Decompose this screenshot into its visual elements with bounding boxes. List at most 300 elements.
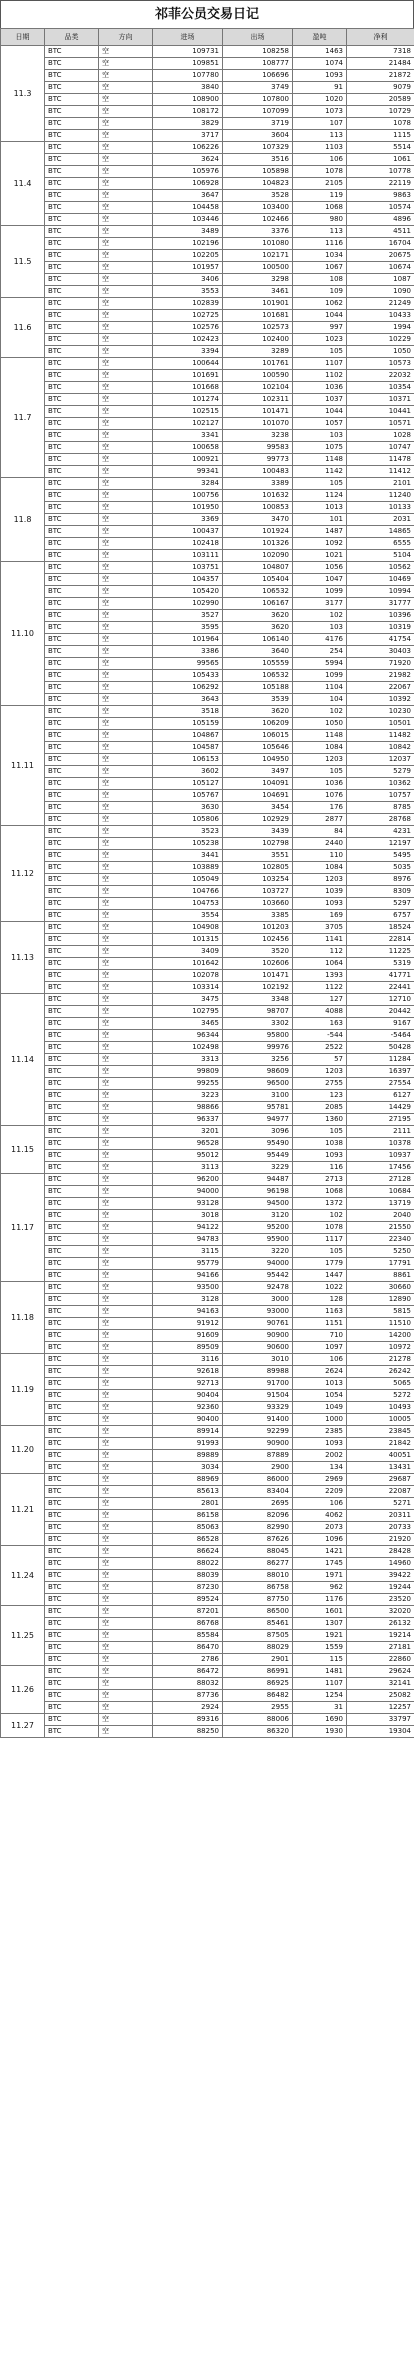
cell-direction: 空 — [99, 730, 153, 742]
cell-entry: 102839 — [153, 298, 223, 310]
cell-asset: BTC — [45, 1354, 99, 1366]
cell-profit: 4896 — [347, 214, 414, 226]
cell-asset: BTC — [45, 130, 99, 142]
cell-entry: 3717 — [153, 130, 223, 142]
cell-profit: 27554 — [347, 1078, 414, 1090]
cell-profit: 10362 — [347, 778, 414, 790]
table-row — [1, 1102, 414, 1114]
cell-exit: 3096 — [223, 1126, 293, 1138]
cell-asset: BTC — [45, 1678, 99, 1690]
cell-direction: 空 — [99, 958, 153, 970]
cell-asset: BTC — [45, 1618, 99, 1630]
cell-entry: 3647 — [153, 190, 223, 202]
cell-points: 102 — [293, 706, 347, 718]
cell-profit: 22032 — [347, 370, 414, 382]
table-row — [1, 418, 414, 430]
cell-points: 1203 — [293, 1066, 347, 1078]
table-row — [1, 166, 414, 178]
cell-profit: 29624 — [347, 1666, 414, 1678]
cell-entry: 89509 — [153, 1342, 223, 1354]
table-row — [1, 598, 414, 610]
table-row — [1, 1318, 414, 1330]
cell-entry: 109851 — [153, 58, 223, 70]
cell-entry: 104766 — [153, 886, 223, 898]
cell-direction: 空 — [99, 610, 153, 622]
cell-entry: 3630 — [153, 802, 223, 814]
cell-profit: 14429 — [347, 1102, 414, 1114]
table-row — [1, 994, 414, 1006]
cell-direction: 空 — [99, 1042, 153, 1054]
cell-entry: 88022 — [153, 1558, 223, 1570]
cell-profit: 22119 — [347, 178, 414, 190]
cell-entry: 94122 — [153, 1222, 223, 1234]
cell-asset: BTC — [45, 466, 99, 478]
cell-profit: 22860 — [347, 1654, 414, 1666]
table-row — [1, 1150, 414, 1162]
table-row — [1, 1018, 414, 1030]
cell-profit: 21484 — [347, 58, 414, 70]
cell-entry: 89316 — [153, 1714, 223, 1726]
cell-exit: 104091 — [223, 778, 293, 790]
cell-asset: BTC — [45, 586, 99, 598]
table-row — [1, 310, 414, 322]
cell-direction: 空 — [99, 502, 153, 514]
cell-profit: 22441 — [347, 982, 414, 994]
cell-points: 2209 — [293, 1486, 347, 1498]
cell-points: 1148 — [293, 730, 347, 742]
cell-exit: 102456 — [223, 934, 293, 946]
cell-profit: 30660 — [347, 1282, 414, 1294]
table-row — [1, 178, 414, 190]
cell-exit: 87505 — [223, 1630, 293, 1642]
cell-entry: 3128 — [153, 1294, 223, 1306]
cell-points: 1372 — [293, 1198, 347, 1210]
table-row — [1, 970, 414, 982]
table-row — [1, 694, 414, 706]
cell-exit: 82096 — [223, 1510, 293, 1522]
cell-points: 1022 — [293, 1282, 347, 1294]
cell-direction: 空 — [99, 778, 153, 790]
table-row — [1, 1270, 414, 1282]
cell-profit: 21249 — [347, 298, 414, 310]
cell-profit: 10757 — [347, 790, 414, 802]
table-row — [1, 1246, 414, 1258]
cell-profit: 11284 — [347, 1054, 414, 1066]
col-header-date: 日期 — [1, 29, 45, 46]
cell-profit: 10469 — [347, 574, 414, 586]
cell-entry: 107780 — [153, 70, 223, 82]
cell-direction: 空 — [99, 1354, 153, 1366]
cell-points: 1021 — [293, 550, 347, 562]
table-row — [1, 1390, 414, 1402]
cell-asset: BTC — [45, 1390, 99, 1402]
table-row — [1, 1054, 414, 1066]
cell-profit: 27195 — [347, 1114, 414, 1126]
table-row — [1, 334, 414, 346]
cell-profit: 41754 — [347, 634, 414, 646]
cell-profit: 39422 — [347, 1570, 414, 1582]
cell-asset: BTC — [45, 1126, 99, 1138]
cell-asset: BTC — [45, 622, 99, 634]
table-row — [1, 430, 414, 442]
cell-profit: 21872 — [347, 70, 414, 82]
cell-points: 1057 — [293, 418, 347, 430]
cell-profit: 4231 — [347, 826, 414, 838]
table-row — [1, 130, 414, 142]
cell-entry: 3475 — [153, 994, 223, 1006]
cell-direction: 空 — [99, 226, 153, 238]
table-row — [1, 526, 414, 538]
cell-points: 105 — [293, 766, 347, 778]
table-row — [1, 190, 414, 202]
cell-profit: 10842 — [347, 742, 414, 754]
table-row — [1, 1570, 414, 1582]
table-row — [1, 1258, 414, 1270]
table-row — [1, 562, 414, 574]
cell-exit: 101761 — [223, 358, 293, 370]
cell-profit: 2040 — [347, 1210, 414, 1222]
cell-profit: 10684 — [347, 1186, 414, 1198]
cell-profit: 5104 — [347, 550, 414, 562]
cell-direction: 空 — [99, 1510, 153, 1522]
cell-exit: 3454 — [223, 802, 293, 814]
cell-exit: 91700 — [223, 1378, 293, 1390]
table-row — [1, 1282, 414, 1294]
table-row — [1, 1114, 414, 1126]
cell-profit: 20311 — [347, 1510, 414, 1522]
cell-points: 113 — [293, 226, 347, 238]
table-row — [1, 778, 414, 790]
cell-profit: 10573 — [347, 358, 414, 370]
table-row — [1, 802, 414, 814]
cell-exit: 102104 — [223, 382, 293, 394]
cell-exit: 101901 — [223, 298, 293, 310]
cell-asset: BTC — [45, 46, 99, 58]
table-row — [1, 1498, 414, 1510]
table-row — [1, 1078, 414, 1090]
cell-points: 169 — [293, 910, 347, 922]
cell-profit: 5514 — [347, 142, 414, 154]
cell-asset: BTC — [45, 442, 99, 454]
cell-exit: 95200 — [223, 1222, 293, 1234]
cell-exit: 3461 — [223, 286, 293, 298]
cell-points: 84 — [293, 826, 347, 838]
cell-direction: 空 — [99, 1426, 153, 1438]
cell-points: 1062 — [293, 298, 347, 310]
cell-direction: 空 — [99, 1066, 153, 1078]
cell-asset: BTC — [45, 1222, 99, 1234]
cell-profit: 1994 — [347, 322, 414, 334]
cell-exit: 103400 — [223, 202, 293, 214]
cell-direction: 空 — [99, 574, 153, 586]
cell-entry: 102196 — [153, 238, 223, 250]
cell-direction: 空 — [99, 94, 153, 106]
cell-profit: 12710 — [347, 994, 414, 1006]
cell-asset: BTC — [45, 994, 99, 1006]
cell-asset: BTC — [45, 502, 99, 514]
table-row — [1, 1618, 414, 1630]
cell-entry: 96200 — [153, 1174, 223, 1186]
cell-entry: 103111 — [153, 550, 223, 562]
cell-profit: 22340 — [347, 1234, 414, 1246]
cell-direction: 空 — [99, 1162, 153, 1174]
cell-exit: 3528 — [223, 190, 293, 202]
cell-direction: 空 — [99, 1018, 153, 1030]
cell-entry: 88250 — [153, 1726, 223, 1738]
cell-exit: 95442 — [223, 1270, 293, 1282]
cell-profit: 5279 — [347, 766, 414, 778]
cell-asset: BTC — [45, 106, 99, 118]
cell-exit: 88010 — [223, 1570, 293, 1582]
cell-profit: 1028 — [347, 430, 414, 442]
cell-exit: 104691 — [223, 790, 293, 802]
cell-entry: 101950 — [153, 502, 223, 514]
cell-profit: 5815 — [347, 1306, 414, 1318]
cell-entry: 93500 — [153, 1282, 223, 1294]
cell-points: 1068 — [293, 1186, 347, 1198]
cell-asset: BTC — [45, 190, 99, 202]
cell-exit: 83404 — [223, 1486, 293, 1498]
cell-exit: 98707 — [223, 1006, 293, 1018]
cell-profit: 1087 — [347, 274, 414, 286]
cell-direction: 空 — [99, 1486, 153, 1498]
cell-profit: 10378 — [347, 1138, 414, 1150]
cell-profit: 32141 — [347, 1678, 414, 1690]
cell-exit: 102606 — [223, 958, 293, 970]
cell-direction: 空 — [99, 1642, 153, 1654]
cell-entry: 102127 — [153, 418, 223, 430]
cell-direction: 空 — [99, 1102, 153, 1114]
cell-exit: 96500 — [223, 1078, 293, 1090]
cell-direction: 空 — [99, 478, 153, 490]
cell-direction: 空 — [99, 946, 153, 958]
table-row — [1, 934, 414, 946]
cell-profit: 14960 — [347, 1558, 414, 1570]
cell-entry: 87736 — [153, 1690, 223, 1702]
cell-exit: 100853 — [223, 502, 293, 514]
table-row — [1, 118, 414, 130]
cell-profit: 10729 — [347, 106, 414, 118]
cell-profit: 8976 — [347, 874, 414, 886]
cell-exit: 95449 — [223, 1150, 293, 1162]
cell-exit: 103660 — [223, 898, 293, 910]
cell-profit: 5250 — [347, 1246, 414, 1258]
cell-profit: 18524 — [347, 922, 414, 934]
cell-entry: 105159 — [153, 718, 223, 730]
cell-direction: 空 — [99, 490, 153, 502]
table-row — [1, 1426, 414, 1438]
cell-asset: BTC — [45, 1486, 99, 1498]
cell-exit: 3348 — [223, 994, 293, 1006]
cell-asset: BTC — [45, 730, 99, 742]
cell-profit: 19214 — [347, 1630, 414, 1642]
cell-asset: BTC — [45, 970, 99, 982]
cell-direction: 空 — [99, 358, 153, 370]
table-row — [1, 1138, 414, 1150]
table-row — [1, 1006, 414, 1018]
cell-points: 3177 — [293, 598, 347, 610]
cell-points: 1487 — [293, 526, 347, 538]
table-row — [1, 922, 414, 934]
cell-direction: 空 — [99, 1198, 153, 1210]
cell-points: 127 — [293, 994, 347, 1006]
cell-points: 1073 — [293, 106, 347, 118]
table-row — [1, 70, 414, 82]
cell-exit: 87889 — [223, 1450, 293, 1462]
cell-exit: 106140 — [223, 634, 293, 646]
table-row — [1, 1486, 414, 1498]
cell-entry: 3624 — [153, 154, 223, 166]
cell-asset: BTC — [45, 262, 99, 274]
table-row — [1, 706, 414, 718]
cell-entry: 100756 — [153, 490, 223, 502]
table-row — [1, 670, 414, 682]
cell-points: 254 — [293, 646, 347, 658]
cell-profit: 19304 — [347, 1726, 414, 1738]
cell-entry: 101642 — [153, 958, 223, 970]
cell-asset: BTC — [45, 1522, 99, 1534]
cell-profit: 8861 — [347, 1270, 414, 1282]
cell-entry: 102795 — [153, 1006, 223, 1018]
cell-direction: 空 — [99, 826, 153, 838]
cell-points: 1078 — [293, 1222, 347, 1234]
cell-profit: 20733 — [347, 1522, 414, 1534]
cell-points: 1104 — [293, 682, 347, 694]
table-row — [1, 262, 414, 274]
cell-points: 106 — [293, 154, 347, 166]
table-row — [1, 898, 414, 910]
cell-exit: 91400 — [223, 1414, 293, 1426]
table-row — [1, 982, 414, 994]
table-row — [1, 1702, 414, 1714]
cell-profit: 1078 — [347, 118, 414, 130]
cell-exit: 106532 — [223, 586, 293, 598]
cell-direction: 空 — [99, 346, 153, 358]
cell-entry: 102423 — [153, 334, 223, 346]
cell-points: 115 — [293, 1654, 347, 1666]
cell-exit: 3620 — [223, 622, 293, 634]
cell-entry: 2924 — [153, 1702, 223, 1714]
cell-direction: 空 — [99, 622, 153, 634]
cell-profit: 6555 — [347, 538, 414, 550]
cell-profit: 21278 — [347, 1354, 414, 1366]
cell-asset: BTC — [45, 910, 99, 922]
cell-profit: 2031 — [347, 514, 414, 526]
cell-direction: 空 — [99, 1294, 153, 1306]
cell-profit: 16704 — [347, 238, 414, 250]
cell-exit: 102311 — [223, 394, 293, 406]
cell-entry: 3523 — [153, 826, 223, 838]
cell-points: 1122 — [293, 982, 347, 994]
cell-exit: 96198 — [223, 1186, 293, 1198]
cell-entry: 92360 — [153, 1402, 223, 1414]
cell-points: 1050 — [293, 718, 347, 730]
cell-points: 176 — [293, 802, 347, 814]
cell-entry: 3284 — [153, 478, 223, 490]
cell-direction: 空 — [99, 1594, 153, 1606]
cell-asset: BTC — [45, 1030, 99, 1042]
cell-entry: 3406 — [153, 274, 223, 286]
cell-asset: BTC — [45, 286, 99, 298]
cell-entry: 3113 — [153, 1162, 223, 1174]
cell-asset: BTC — [45, 454, 99, 466]
cell-points: 1921 — [293, 1630, 347, 1642]
cell-profit: 21982 — [347, 670, 414, 682]
table-row — [1, 1126, 414, 1138]
cell-direction: 空 — [99, 934, 153, 946]
cell-exit: 90600 — [223, 1342, 293, 1354]
table-row — [1, 214, 414, 226]
cell-date: 11.13 — [1, 922, 45, 994]
cell-asset: BTC — [45, 706, 99, 718]
cell-points: 1074 — [293, 58, 347, 70]
cell-entry: 101668 — [153, 382, 223, 394]
cell-asset: BTC — [45, 1474, 99, 1486]
cell-asset: BTC — [45, 1462, 99, 1474]
cell-asset: BTC — [45, 238, 99, 250]
cell-direction: 空 — [99, 1030, 153, 1042]
cell-direction: 空 — [99, 1150, 153, 1162]
table-row — [1, 886, 414, 898]
cell-date: 11.8 — [1, 478, 45, 562]
table-row — [1, 1462, 414, 1474]
cell-date: 11.18 — [1, 1282, 45, 1354]
cell-asset: BTC — [45, 838, 99, 850]
cell-direction: 空 — [99, 658, 153, 670]
cell-exit: 101203 — [223, 922, 293, 934]
cell-entry: 103314 — [153, 982, 223, 994]
cell-entry: 101274 — [153, 394, 223, 406]
cell-direction: 空 — [99, 1726, 153, 1738]
cell-asset: BTC — [45, 826, 99, 838]
cell-exit: 104950 — [223, 754, 293, 766]
table-row — [1, 94, 414, 106]
table-row — [1, 1678, 414, 1690]
table-row — [1, 754, 414, 766]
cell-exit: 3220 — [223, 1246, 293, 1258]
cell-exit: 107099 — [223, 106, 293, 118]
cell-exit: 3376 — [223, 226, 293, 238]
table-row — [1, 382, 414, 394]
cell-profit: 12890 — [347, 1294, 414, 1306]
cell-entry: 85613 — [153, 1486, 223, 1498]
cell-points: 1047 — [293, 574, 347, 586]
cell-points: 1092 — [293, 538, 347, 550]
cell-date: 11.7 — [1, 358, 45, 478]
table-row — [1, 502, 414, 514]
cell-entry: 85584 — [153, 1630, 223, 1642]
table-row — [1, 742, 414, 754]
cell-exit: 3385 — [223, 910, 293, 922]
cell-asset: BTC — [45, 1582, 99, 1594]
cell-asset: BTC — [45, 526, 99, 538]
cell-profit: -5464 — [347, 1030, 414, 1042]
table-row — [1, 1414, 414, 1426]
table-row — [1, 1306, 414, 1318]
cell-profit: 10574 — [347, 202, 414, 214]
cell-exit: 102929 — [223, 814, 293, 826]
cell-direction: 空 — [99, 1210, 153, 1222]
cell-entry: 89889 — [153, 1450, 223, 1462]
cell-asset: BTC — [45, 1510, 99, 1522]
cell-points: 1254 — [293, 1690, 347, 1702]
table-row — [1, 1606, 414, 1618]
cell-direction: 空 — [99, 1378, 153, 1390]
cell-profit: 22087 — [347, 1486, 414, 1498]
cell-asset: BTC — [45, 694, 99, 706]
cell-entry: 3554 — [153, 910, 223, 922]
cell-entry: 90404 — [153, 1390, 223, 1402]
